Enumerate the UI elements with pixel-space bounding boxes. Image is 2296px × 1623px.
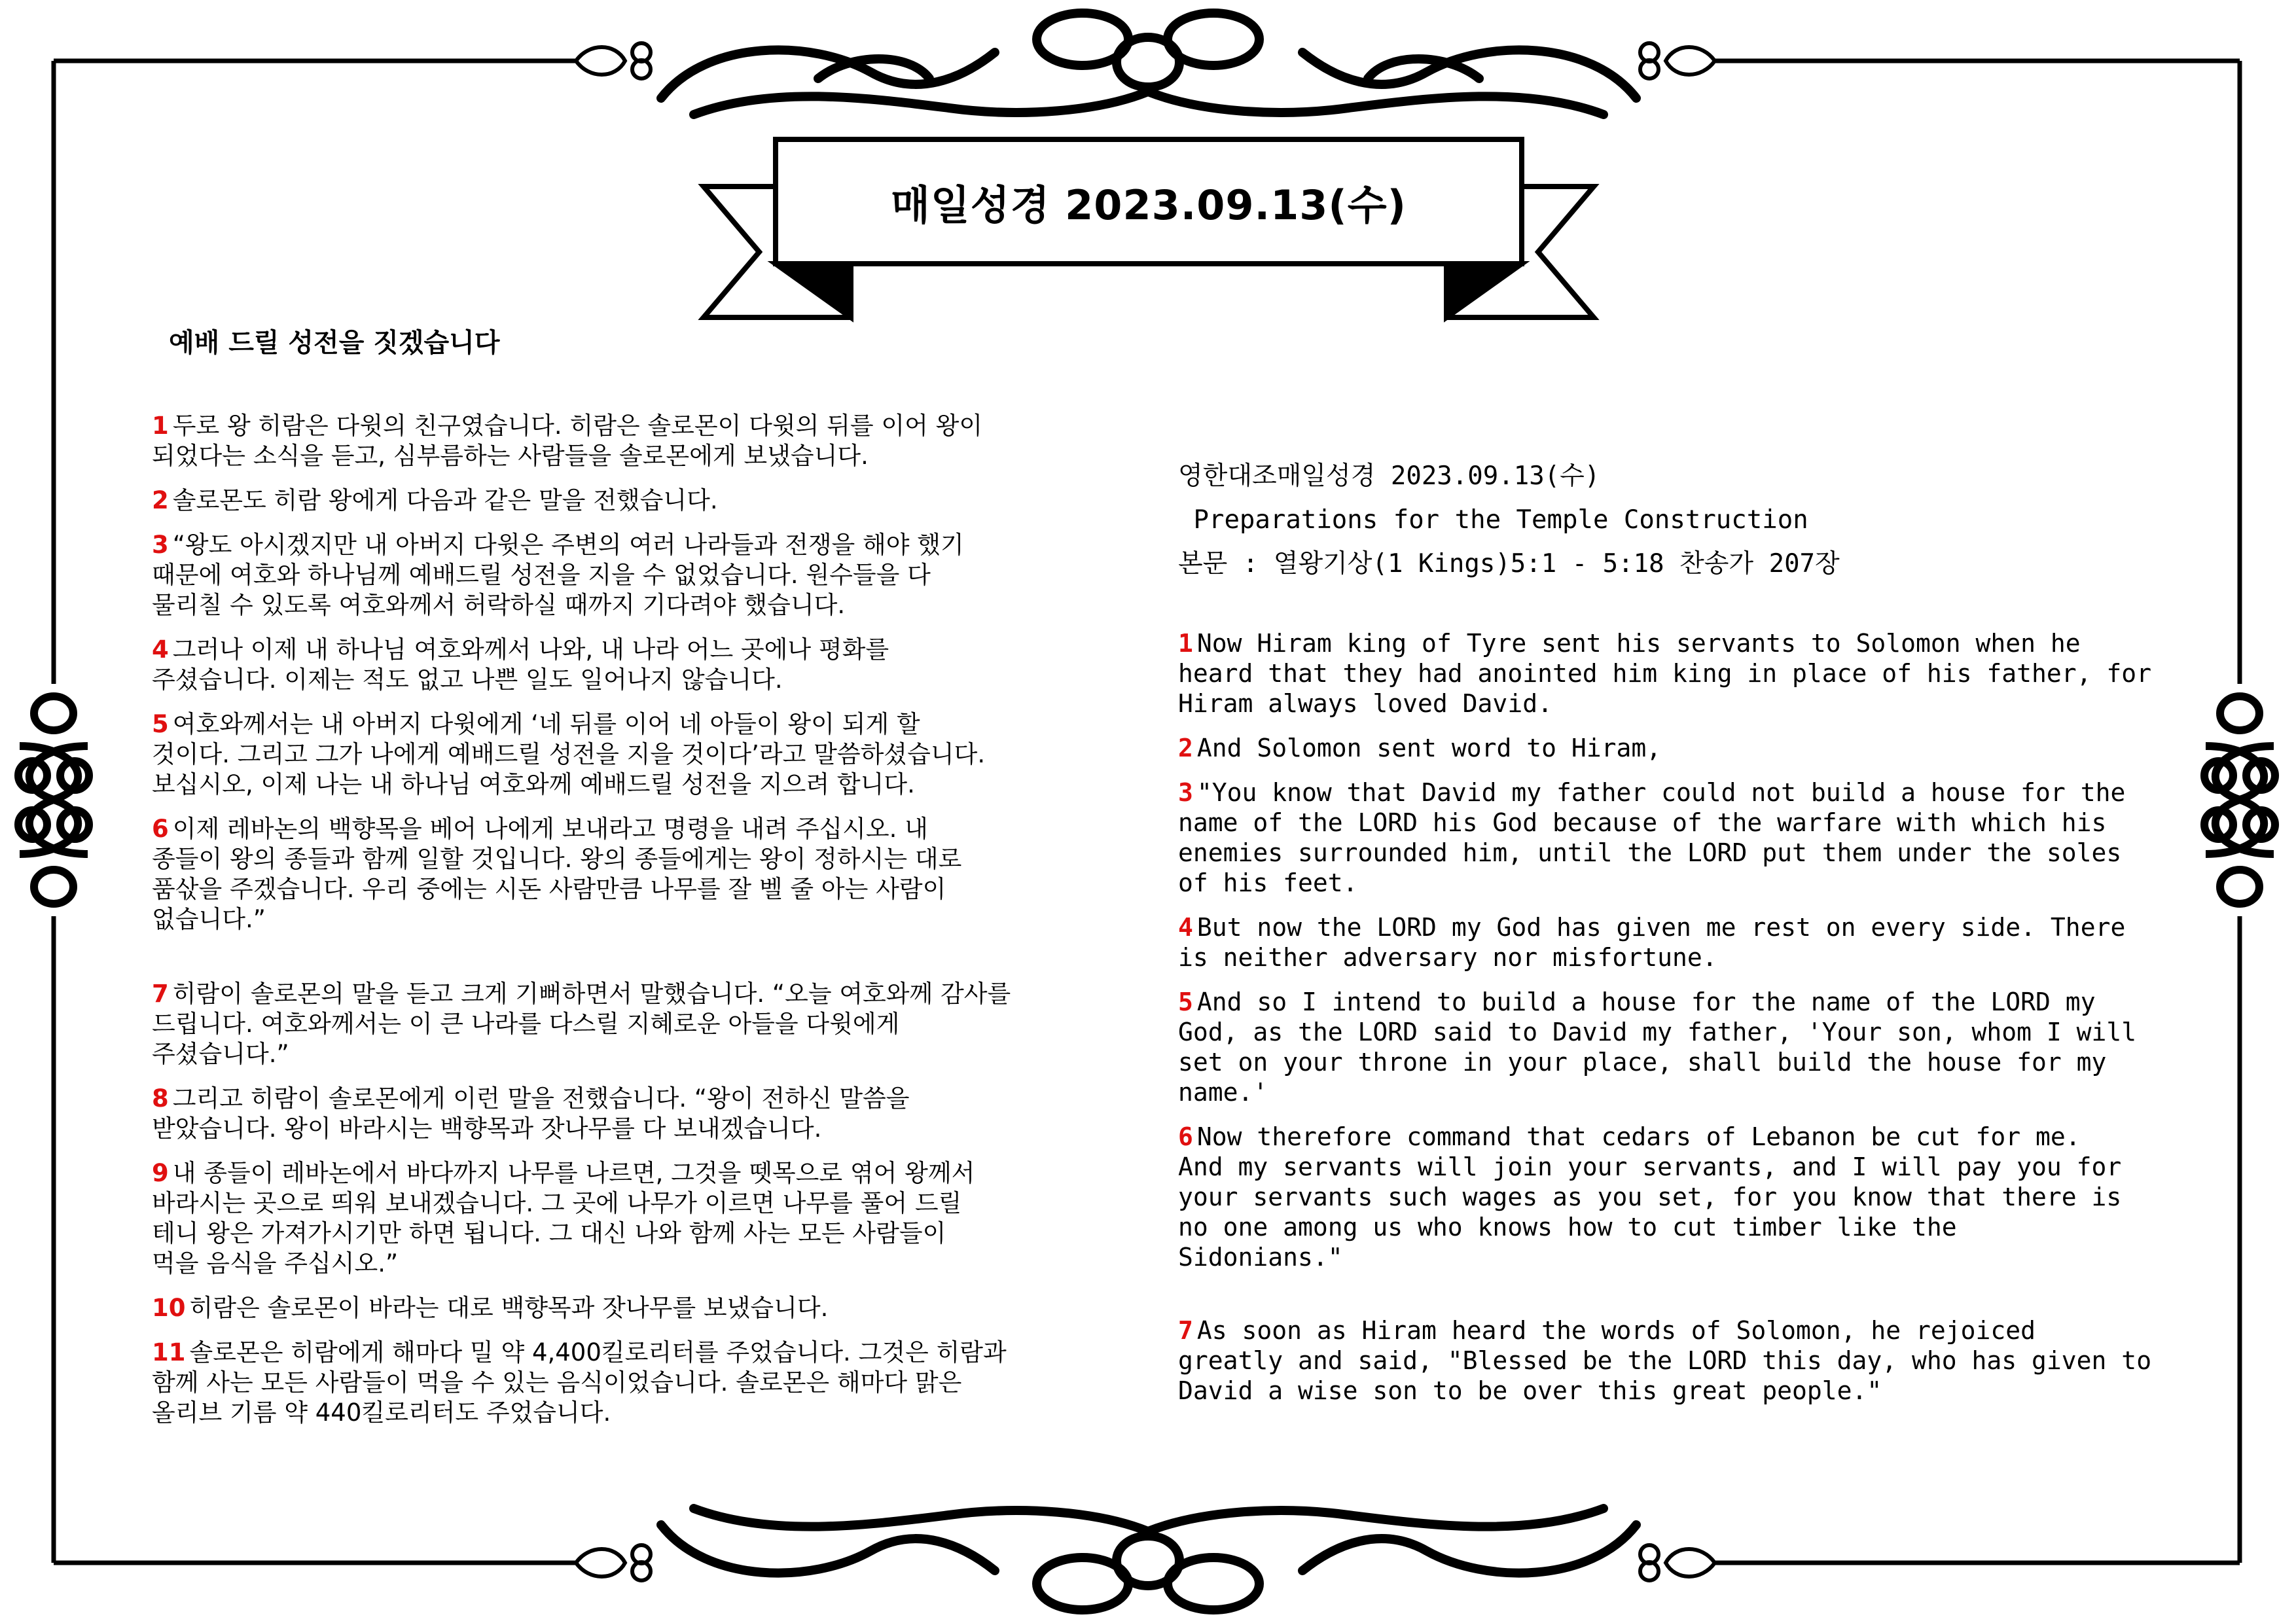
english-verse <box>1178 912 2212 972</box>
korean-passage <box>152 411 1121 1428</box>
english-verse <box>1178 628 2212 719</box>
verse-number: 2 <box>152 486 169 514</box>
korean-verse <box>152 411 1121 471</box>
verse-number: 4 <box>152 635 169 664</box>
verse-number: 11 <box>152 1338 186 1366</box>
korean-verse <box>152 635 1121 695</box>
verse-number: 10 <box>152 1294 186 1322</box>
verse-number: 7 <box>152 980 169 1008</box>
english-verse <box>1178 1122 2212 1272</box>
verse-text: 두로 왕 히람은 다윗의 친구였습니다. 히람은 솔로몬이 다윗의 뒤를 이어 왕이 되었다는 소식을 듣고, 심부름하는 사람들을 솔로몬에게 보냈습니다. <box>152 412 983 470</box>
verse-number: 3 <box>1178 778 1193 807</box>
edition-label: 영한대조매일성경 2023.09.13(수) <box>1178 461 1600 491</box>
english-section-title: Preparations for the Temple Construction <box>1178 505 1808 535</box>
verse-text: And Solomon sent word to Hiram, <box>1196 734 1662 762</box>
verse-number: 6 <box>152 815 169 843</box>
verse-text: As soon as Hiram heard the words of Solomon, he rejoiced greatly and said, "Blessed be the LORD this day, who has given to David a wise son to be over this great people." <box>1178 1316 2152 1405</box>
korean-verse <box>152 1158 1121 1279</box>
korean-verse <box>152 486 1121 516</box>
english-passage <box>1178 628 2212 1406</box>
page-title: 매일성경 2023.09.13(수) <box>891 181 1407 229</box>
verse-text: 여호와께서는 내 아버지 다윗에게 ‘네 뒤를 이어 네 아들이 왕이 되게 할 것이다. 그리고 그가 나에게 예배드릴 성전을 지을 것이다’라고 말씀하셨습니다. 보십시오, 이제 나는 내 하나님 여호와께 예배드릴 성전을 지으려 합니다. <box>152 710 986 798</box>
korean-verse <box>152 1338 1121 1428</box>
korean-verse <box>152 530 1121 620</box>
korean-verse <box>152 814 1121 935</box>
verse-text: Now Hiram king of Tyre sent his servants to Solomon when he heard that they had anointed him king in place of his father, for Hiram always loved David. <box>1178 629 2152 718</box>
verse-number: 6 <box>1178 1122 1193 1151</box>
verse-text: 솔로몬도 히람 왕에게 다음과 같은 말을 전했습니다. <box>172 486 718 514</box>
korean-verse <box>152 709 1121 800</box>
verse-text: 그러나 이제 내 하나님 여호와께서 나와, 내 나라 어느 곳에나 평화를 주셨습니다. 이제는 적도 없고 나쁜 일도 일어나지 않습니다. <box>152 635 889 694</box>
english-verse <box>1178 1315 2212 1406</box>
verse-number: 5 <box>152 710 169 738</box>
korean-verse <box>152 1084 1121 1144</box>
verse-number: 3 <box>152 531 169 559</box>
verse-number: 9 <box>152 1159 169 1187</box>
verse-text: 히람이 솔로몬의 말을 듣고 크게 기뻐하면서 말했습니다. “오늘 여호와께 감사를 드립니다. 여호와께서는 이 큰 나라를 다스릴 지혜로운 아들을 다윗에게 주셨습니다.” <box>152 980 1011 1068</box>
verse-number: 2 <box>1178 734 1193 762</box>
verse-text: But now the LORD my God has given me rest on every side. There is neither adversary nor misfortune. <box>1178 913 2126 972</box>
english-verse <box>1178 733 2212 763</box>
english-verse <box>1178 777 2212 898</box>
korean-section-heading: 예배 드릴 성전을 짓겠습니다 <box>169 328 500 358</box>
verse-number: 8 <box>152 1084 169 1113</box>
korean-verse <box>152 979 1121 1069</box>
scripture-reference: 본문 : 열왕기상(1 Kings)5:1 - 5:18 찬송가 207장 <box>1178 549 1840 579</box>
korean-verse <box>152 1293 1121 1323</box>
left-side-ornament <box>18 696 89 904</box>
verse-text: 내 종들이 레바논에서 바다까지 나무를 나르면, 그것을 뗏목으로 엮어 왕께서 바라시는 곳으로 띄워 보내겠습니다. 그 곳에 나무가 이르면 나무를 풀어 드릴 테니 왕은 가져가시기만 하면 됩니다. 그 대신 나와 함께 사는 모든 사람들이 먹을 음식을 주십시오.” <box>152 1159 975 1277</box>
verse-text: 히람은 솔로몬이 바라는 대로 백향목과 잣나무를 보냈습니다. <box>189 1294 829 1322</box>
verse-text: “왕도 아시겠지만 내 아버지 다윗은 주변의 여러 나라들과 전쟁을 해야 했기 때문에 여호와 하나님께 예배드릴 성전을 지을 수 없었습니다. 원수들을 다 물리칠 수 있도록 여호와께서 허락하실 때까지 기다려야 했습니다. <box>152 531 964 619</box>
bottom-scroll-ornament <box>661 1508 1636 1610</box>
verse-number: 1 <box>152 412 169 440</box>
verse-number: 5 <box>1178 988 1193 1016</box>
english-header <box>1178 454 2225 586</box>
top-scroll-ornament <box>661 13 1636 115</box>
verse-text: 이제 레바논의 백향목을 베어 나에게 보내라고 명령을 내려 주십시오. 내 종들이 왕의 종들과 함께 일할 것입니다. 왕의 종들에게는 왕이 정하시는 대로 품삯을 주겠습니다. 우리 중에는 시돈 사람만큼 나무를 잘 벨 줄 아는 사람이 없습니다.” <box>152 815 962 933</box>
verse-text: "You know that David my father could not build a house for the name of the LORD his God because of the warfare with which his enemies surrounded him, until the LORD put them under the soles of his feet. <box>1178 778 2126 897</box>
right-side-ornament <box>2204 696 2275 904</box>
verse-number: 7 <box>1178 1316 1193 1345</box>
verse-text: 솔로몬은 히람에게 해마다 밀 약 4,400킬로리터를 주었습니다. 그것은 히람과 함께 사는 모든 사람들이 먹을 수 있는 음식이었습니다. 솔로몬은 해마다 맑은 올리브 기름 약 440킬로리터도 주었습니다. <box>152 1338 1007 1427</box>
verse-number: 4 <box>1178 913 1193 942</box>
english-verse <box>1178 987 2212 1107</box>
verse-number: 1 <box>1178 629 1193 658</box>
verse-text: Now therefore command that cedars of Lebanon be cut for me. And my servants will join your servants, and I will pay you for your servants such wages as you set, for you know that there is no one among us who knows how to cut timber like the Sidonians." <box>1178 1122 2122 1272</box>
verse-text: And so I intend to build a house for the name of the LORD my God, as the LORD said to David my father, 'Your son, whom I will set on your throne in your place, shall build the house for my name.' <box>1178 988 2137 1107</box>
verse-text: 그리고 히람이 솔로몬에게 이런 말을 전했습니다. “왕이 전하신 말씀을 받았습니다. 왕이 바라시는 백향목과 잣나무를 다 보내겠습니다. <box>152 1084 910 1143</box>
